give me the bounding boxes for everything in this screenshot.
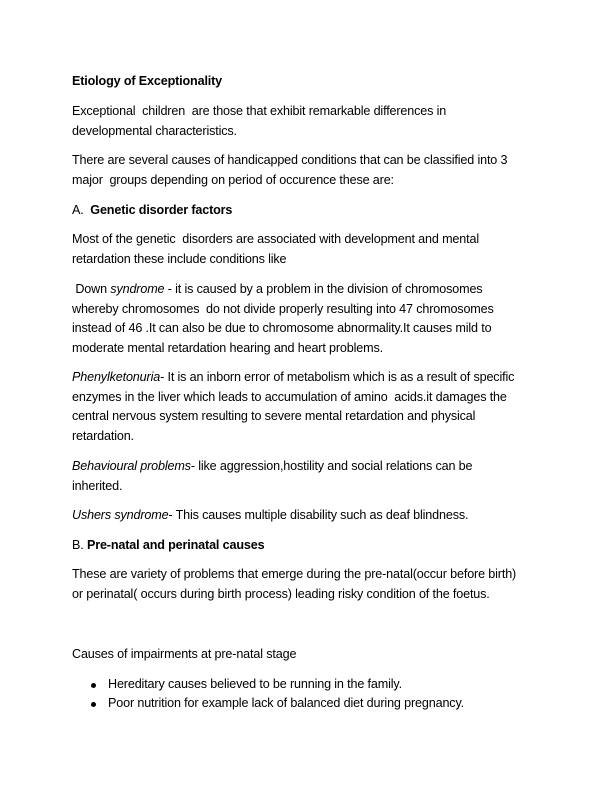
down-syndrome-line-3: instead of 46 .It can also be due to chromosome abnormality.It causes mild to — [72, 321, 492, 335]
section-a-intro-line-2: retardation these include conditions like — [72, 252, 287, 266]
section-a-intro-line-1: Most of the genetic disorders are associated with development and mental — [72, 232, 479, 246]
down-syndrome-line-4: moderate mental retardation hearing and heart problems. — [72, 341, 383, 355]
ushers-term: Ushers syndrome — [72, 508, 169, 522]
intro-line-1: Exceptional children are those that exhibit remarkable differences in — [72, 104, 447, 118]
down-prefix: Down — [72, 282, 111, 296]
classification-line-1: There are several causes of handicapped conditions that can be classified into 3 — [72, 153, 508, 167]
document-title: Etiology of Exceptionality — [72, 74, 223, 88]
down-rest: - it is caused by a problem in the division of chromosomes — [164, 282, 483, 296]
behavioural-rest: - like aggression,hostility and social relations can be — [190, 459, 473, 473]
pku-line-4: retardation. — [72, 429, 134, 443]
section-b-heading — [72, 535, 264, 555]
prenatal-bullet-1: Hereditary causes believed to be running in the family. — [108, 677, 402, 691]
bullet-icon — [91, 702, 96, 707]
intro-line-2: developmental characteristics. — [72, 124, 237, 138]
section-a-title: Genetic disorder factors — [90, 203, 233, 217]
ushers-rest: - This causes multiple disability such as deaf blindness. — [168, 508, 469, 522]
bullet-icon — [91, 683, 96, 688]
ushers-line-1 — [72, 505, 468, 525]
section-a-prefix: A. — [72, 203, 91, 217]
pku-line-1 — [72, 367, 514, 387]
section-b-title: Pre-natal and perinatal causes — [86, 538, 265, 552]
behavioural-term: Behavioural problems — [72, 459, 191, 473]
down-syndrome-line-1 — [72, 279, 482, 299]
section-a-heading — [72, 200, 232, 220]
pku-line-3: central nervous system resulting to severe mental retardation and physical — [72, 409, 476, 423]
pku-line-2: enzymes in the liver which leads to accumulation of amino acids.it damages the — [72, 390, 507, 404]
behavioural-line-2: inherited. — [72, 479, 123, 493]
down-syndrome-line-2: whereby chromosomes do not divide properly resulting into 47 chromosomes — [72, 302, 494, 316]
section-b-line-2: or perinatal( occurs during birth process) leading risky condition of the foetus. — [72, 587, 490, 601]
pku-term: Phenylketonuria — [72, 370, 161, 384]
classification-line-2: major groups depending on period of occurence these are: — [72, 173, 394, 187]
behavioural-line-1 — [72, 456, 472, 476]
down-term: syndrome — [110, 282, 165, 296]
prenatal-heading: Causes of impairments at pre-natal stage — [72, 647, 297, 661]
section-b-prefix: B. — [72, 538, 87, 552]
section-b-line-1: These are variety of problems that emerge during the pre-natal(occur before birth) — [72, 567, 517, 581]
pku-rest: - It is an inborn error of metabolism which is as a result of specific — [160, 370, 515, 384]
prenatal-bullet-2: Poor nutrition for example lack of balanced diet during pregnancy. — [108, 696, 465, 710]
